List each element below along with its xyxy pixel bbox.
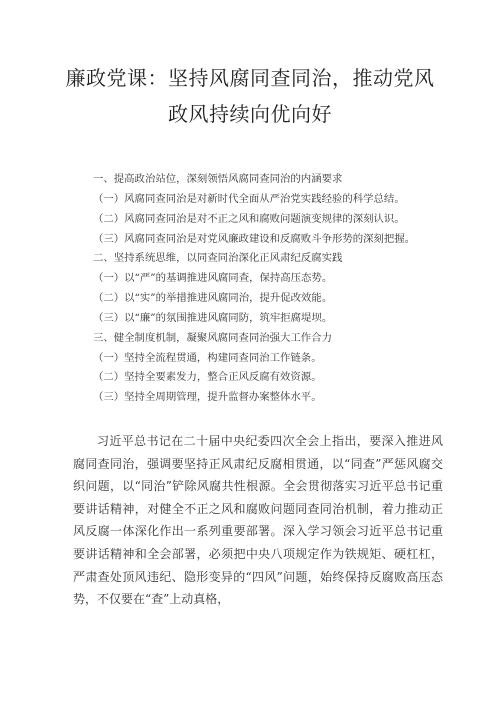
outline-item: （一）风腐同查同治是对新时代全面从严治党实践经验的科学总结。 bbox=[93, 192, 405, 205]
document-title-line-1: 廉政党课：坚持风腐同查同治，推动党风 bbox=[65, 66, 435, 90]
outline-item: （一）坚持全流程贯通，构建同查同治工作链条。 bbox=[93, 351, 322, 364]
outline-heading-2: 二、坚持系统思维，以同查同治深化正风肃纪反腐实践 bbox=[93, 252, 343, 265]
outline-item: （二）坚持全要素发力，整合正风反腐有效资源。 bbox=[93, 371, 322, 384]
outline-item: （二）以“实”的举措推进风腐同治，提升促改效能。 bbox=[93, 292, 333, 305]
outline-heading-3: 三、健全制度机制，凝聚风腐同查同治强大工作合力 bbox=[93, 331, 332, 344]
outline-item: （一）以“严”的基调推进风腐同查，保持高压态势。 bbox=[93, 272, 333, 285]
document-title-line-2: 政风持续向优向好 bbox=[168, 102, 332, 126]
outline-item: （二）风腐同查同治是对不正之风和腐败问题演变规律的深刻认识。 bbox=[93, 212, 405, 225]
body-text bbox=[73, 430, 443, 611]
outline-item: （三）以“廉”的氛围推进风腐同防，筑牢拒腐堤坝。 bbox=[93, 311, 333, 324]
outline-heading-1: 一、提高政治站位，深刻领悟风腐同查同治的内涵要求 bbox=[93, 173, 343, 185]
outline-item: （三）风腐同查同治是对党风廉政建设和反腐败斗争形势的深刻把握。 bbox=[93, 232, 416, 245]
body-paragraph: 习近平总书记在二十届中央纪委四次全会上指出，要深入推进风腐同查同治，强调要坚持正风肃纪反腐相贯通，以“同查”严惩风腐交织问题，以“同治”铲除风腐共性根源。全会贯彻落实习近平总书记重要讲话精神，对健全不正之风和腐败问题同查同治机制，着力推动正风反腐一体深化作出一系列重要部署。深入学习领会习近平总书记重要讲话精神和全会部署，必须把中央八项规定作为铁规矩、硬杠杠，严肃查处顶风违纪、隐形变异的“四风”问题，始终保持反腐败高压态势，不仅要在“查”上动真格， bbox=[73, 434, 443, 607]
outline-item: （三）坚持全周期管理，提升监督办案整体水平。 bbox=[93, 391, 322, 404]
outline-list bbox=[93, 170, 453, 408]
